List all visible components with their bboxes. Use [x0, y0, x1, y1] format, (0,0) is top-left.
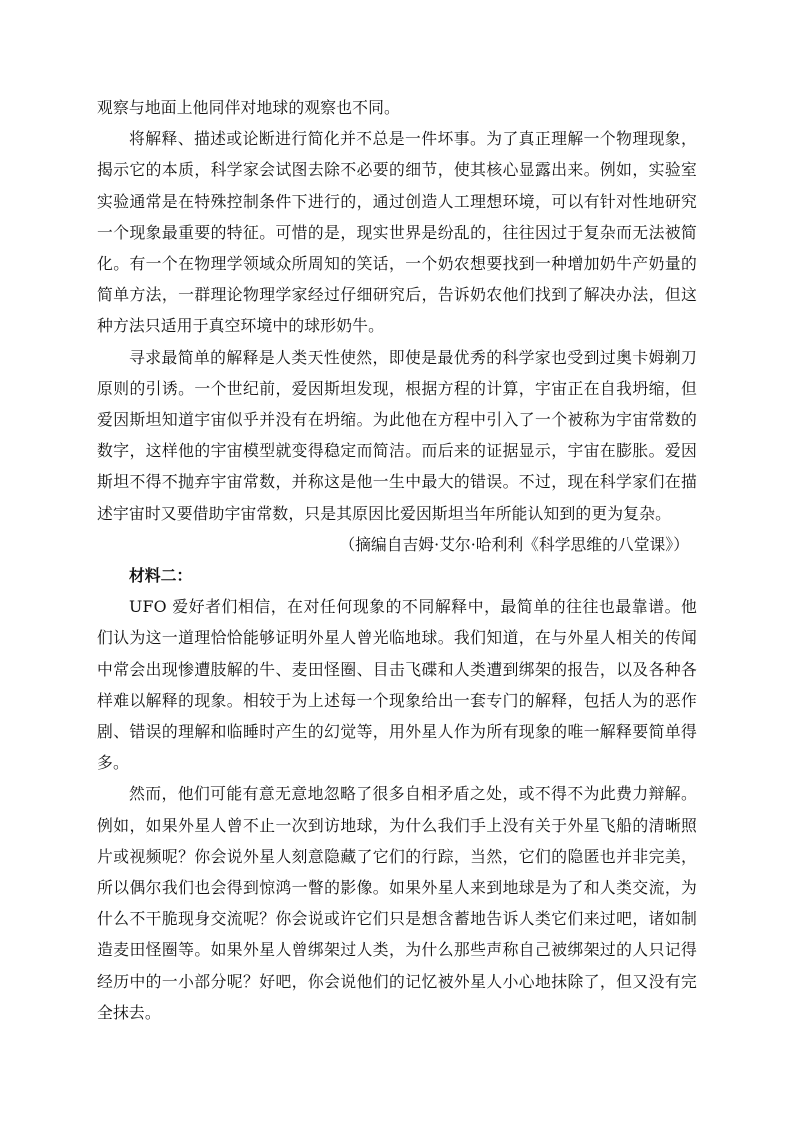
paragraph-continuation: 观察与地面上他同伴对地球的观察也不同。: [97, 98, 400, 117]
section-heading-material-two: 材料二：: [129, 566, 193, 586]
paragraph-simplification: 将解释、描述或论断进行简化并不总是一件坏事。为了真正理解一个物理现象，揭示它的本质，科学家会试图去除不必要的细节，使其核心显露出来。例如，实验室实验通常是在特殊控制条件下进行的，通过创造人工理想环境，可以有针对性地研究一个现象最重要的特征。可惜的是，现实世界是纷乱的，往往因过于复杂而无法被简化。有一个在物理学领域众所周知的笑话，一个奶农想要找到一种增加奶牛产奶量的简单方法，一群理论物理学家经过仔细研究后，告诉奶农他们找到了解决办法，但这种方法只适用于真空环境中的球形奶牛。: [97, 129, 697, 336]
paragraph-occams-razor: 寻求最简单的解释是人类天性使然，即使是最优秀的科学家也受到过奥卡姆剃刀原则的引诱。一个世纪前，爱因斯坦发现，根据方程的计算，宇宙正在自我坍缩，但爱因斯坦知道宇宙似乎并没有在坍缩。为此他在方程中引入了一个被称为宇宙常数的数字，这样他的宇宙模型就变得稳定而简洁。而后来的证据显示，宇宙在膨胀。爱因斯坦不得不抛弃宇宙常数，并称这是他一生中最大的错误。不过，现在科学家们在描述宇宙时又要借助宇宙常数，只是其原因比爱因斯坦当年所能认知到的更为复杂。: [97, 347, 697, 523]
source-citation: （摘编自吉姆·艾尔·哈利利《科学思维的八堂课》）: [339, 534, 689, 554]
document-page: [97, 92, 697, 1028]
paragraph-contradictions: 然而，他们可能有意无意地忽略了很多自相矛盾之处，或不得不为此费力辩解。例如，如果外星人曾不止一次到访地球，为什么我们手上没有关于外星飞船的清晰照片或视频呢？你会说外星人刻意隐藏了它们的行踪，当然，它们的隐匿也并非完美，所以偶尔我们也会得到惊鸿一瞥的影像。如果外星人来到地球是为了和人类交流，为什么不干脆现身交流呢？你会说或许它们只是想含蓄地告诉人类它们来过吧，诸如制造麦田怪圈等。如果外星人曾绑架过人类，为什么那些声称自己被绑架过的人只记得经历中的一小部分呢？好吧，你会说他们的记忆被外星人小心地抹除了，但又没有完全抹去。: [97, 784, 697, 1022]
paragraph-ufo-believers: UFO 爱好者们相信，在对任何现象的不同解释中，最简单的往往也最靠谱。他们认为这一道理恰恰能够证明外星人曾光临地球。我们知道，在与外星人相关的传闻中常会出现惨遭肢解的牛、麦田怪圈、目击飞碟和人类遭到绑架的报告，以及各种各样难以解释的现象。相较于为上述每一个现象给出一套专门的解释，包括人为的恶作剧、错误的理解和临睡时产生的幻觉等，用外星人作为所有现象的唯一解释要简单得多。: [97, 597, 697, 773]
